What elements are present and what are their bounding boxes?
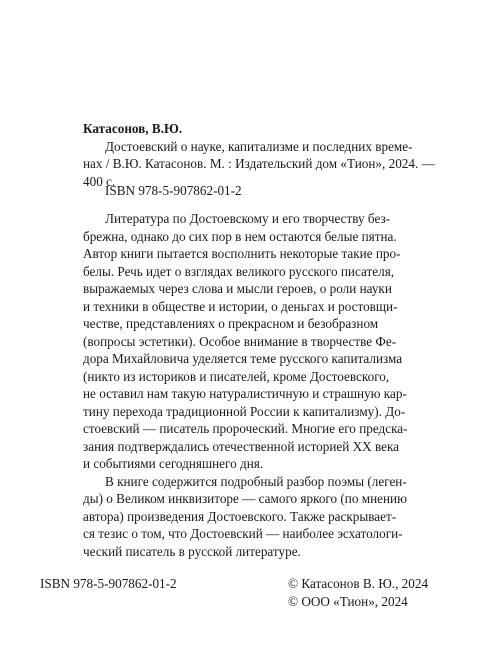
abstract-line: (никто из историков и писателей, кроме Достоевского,	[83, 368, 390, 384]
footer-isbn-text: ISBN 978-5-907862-01-2	[40, 576, 177, 591]
abstract-line: и событиями сегодняшнего дня.	[83, 456, 264, 471]
abstract-line: Автор книги пытается восполнить некоторые такие про-	[83, 246, 401, 261]
footer-isbn	[40, 575, 177, 593]
abstract-line: выражаемых через слова и мысли героев, о роли науки	[83, 281, 392, 296]
bib-pages-line: 400 с.	[83, 173, 116, 189]
isbn-top: ISBN 978-5-907862-01-2	[105, 183, 242, 198]
copyright-publisher: © ООО «Тион», 2024	[288, 593, 408, 609]
abstract-line: ды) о Великом инквизиторе — самого яркого (по мнению	[83, 491, 407, 506]
abstract	[83, 210, 425, 560]
abstract-line: ческий писатель в русской литературе.	[83, 543, 301, 559]
abstract-line: зания подтверждались отечественной историей XX века	[83, 438, 400, 454]
abstract-line: Литература по Достоевскому и его творчеству без-	[105, 211, 391, 226]
copyright-author: © Катасонов В. Ю., 2024	[288, 576, 429, 591]
abstract-line: и техники в обществе и истории, о деньгах и ростовщи-	[83, 298, 398, 314]
abstract-line: не оставил нам такую натуралистичную и страшную кар-	[83, 386, 407, 401]
abstract-line: ся тезис о том, что Достоевский — наиболее эсхатологи-	[83, 526, 403, 541]
bib-line-1	[83, 120, 425, 138]
author-name: Катасонов, В.Ю.	[83, 121, 183, 136]
abstract-line: тину перехода традиционной России к капитализму). До-	[83, 403, 406, 419]
abstract-line: белы. Речь идет о взглядах великого русского писателя,	[83, 263, 395, 279]
abstract-line: стоевский — писатель пророческий. Многие его предска-	[83, 421, 408, 436]
bib-title-line: Достоевский о науке, капитализме и последних време-	[105, 138, 413, 154]
abstract-line: В книге содержится подробный разбор поэмы (леген-	[105, 473, 407, 489]
abstract-line: (вопросы эстетики). Особое внимание в творчестве Фе-	[83, 333, 397, 349]
abstract-line: дора Михайловича уделяется теме русского капитализма	[83, 351, 403, 366]
bibliographic-record	[83, 120, 435, 190]
abstract-line: автора) произведения Достоевского. Также раскрывает-	[83, 508, 397, 524]
footer-copyright	[288, 575, 428, 610]
bib-imprint-line: нах / В.Ю. Катасонов. М. : Издательский дом «Тион», 2024. —	[83, 156, 435, 171]
abstract-line: честве, представлениях о прекрасном и безобразном	[83, 316, 379, 331]
abstract-line: брежна, однако до сих пор в нем остаются белые пятна.	[83, 228, 397, 244]
